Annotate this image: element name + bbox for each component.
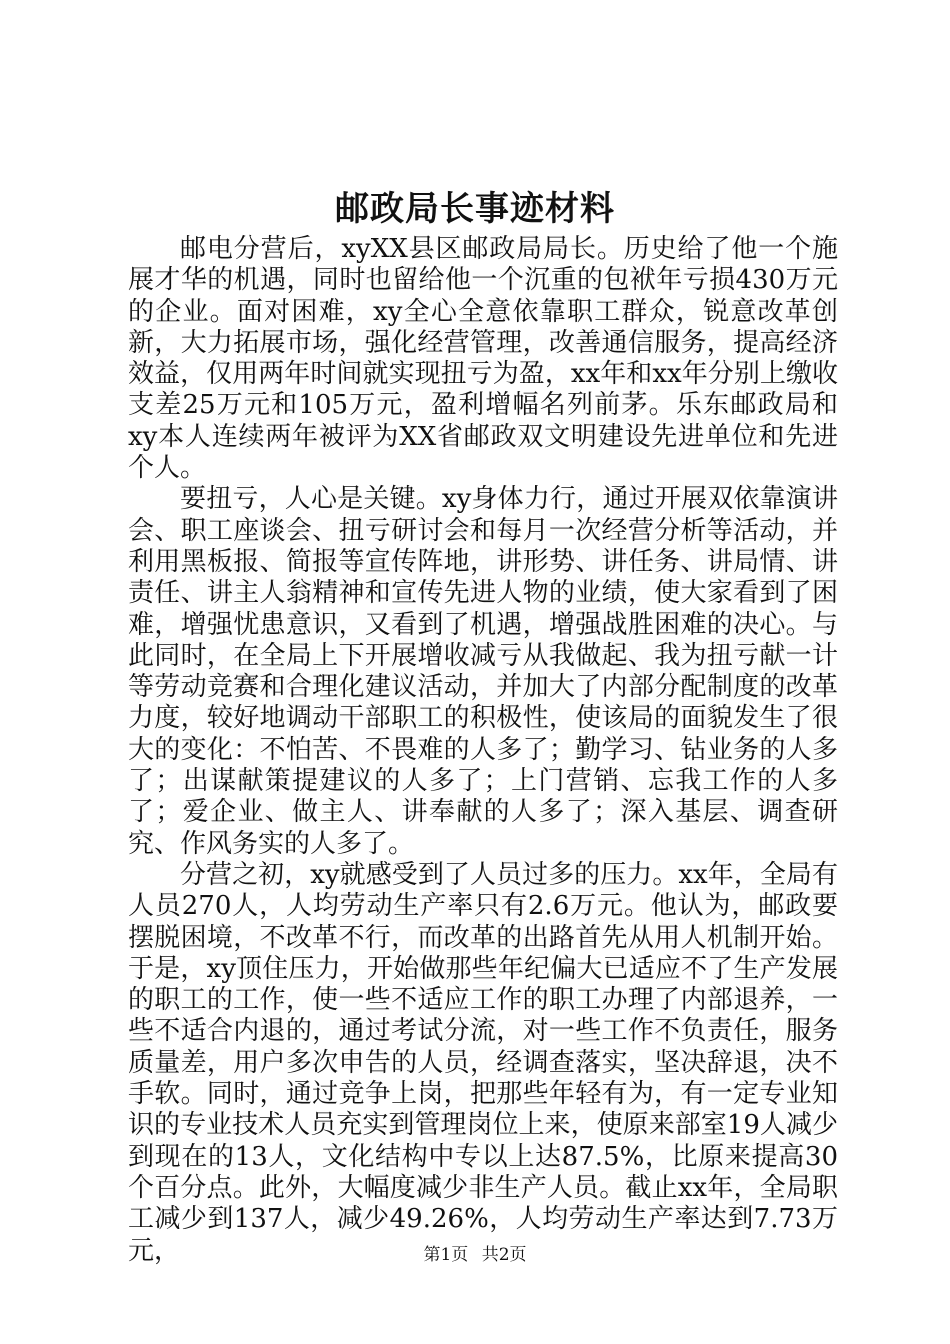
document-body	[128, 234, 838, 1267]
paragraph-3: 分营之初，xy就感受到了人员过多的压力。xx年，全局有人员270人，人均劳动生产率只有2.6万元。他认为，邮政要摆脱困境，不改革不行，而改革的出路首先从用人机制开始。于是，xy顶住压力，开始做那些年纪偏大已适应不了生产发展的职工的工作，使一些不适应工作的职工办理了内部退养，一些不适合内退的，通过考试分流，对一些工作不负责任，服务质量差，用户多次申告的人员，经调查落实，坚决辞退，决不手软。同时，通过竞争上岗，把那些年轻有为，有一定专业知识的专业技术人员充实到管理岗位上来，使原来部室19人减少到现在的13人，文化结构中专以上达87.5%，比原来提高30个百分点。此外，大幅度减少非生产人员。截止xx年，全局职工减少到137人，减少49.26%，人均劳动生产率达到7.73万元，	[128, 859, 838, 1266]
paragraph-1: 邮电分营后，xyXX县区邮政局局长。历史给了他一个施展才华的机遇，同时也留给他一个沉重的包袱年亏损430万元的企业。面对困难，xy全心全意依靠职工群众，锐意改革创新，大力拓展市场，强化经营管理，改善通信服务，提高经济效益，仅用两年时间就实现扭亏为盈，xx年和xx年分别上缴收支差25万元和105万元，盈利增幅名列前茅。乐东邮政局和xy本人连续两年被评为XX省邮政双文明建设先进单位和先进个人。	[128, 234, 838, 484]
page-number: 第1页	[423, 1245, 469, 1265]
paragraph-2: 要扭亏，人心是关键。xy身体力行，通过开展双依靠演讲会、职工座谈会、扭亏研讨会和每月一次经营分析等活动，并利用黑板报、简报等宣传阵地，讲形势、讲任务、讲局情、讲责任、讲主人翁精神和宣传先进人物的业绩，使大家看到了困难，增强忧患意识，又看到了机遇，增强战胜困难的决心。与此同时，在全局上下开展增收减亏从我做起、我为扭亏献一计等劳动竞赛和合理化建议活动，并加大了内部分配制度的改革力度，较好地调动干部职工的积极性，使该局的面貌发生了很大的变化：不怕苦、不畏难的人多了；勤学习、钻业务的人多了；出谋献策提建议的人多了；上门营销、忘我工作的人多了；爱企业、做主人、讲奉献的人多了；深入基层、调查研究、作风务实的人多了。	[128, 484, 838, 859]
document-title: 邮政局长事迹材料	[335, 189, 615, 229]
page-total: 共2页	[481, 1245, 527, 1265]
page-footer	[0, 1243, 950, 1267]
